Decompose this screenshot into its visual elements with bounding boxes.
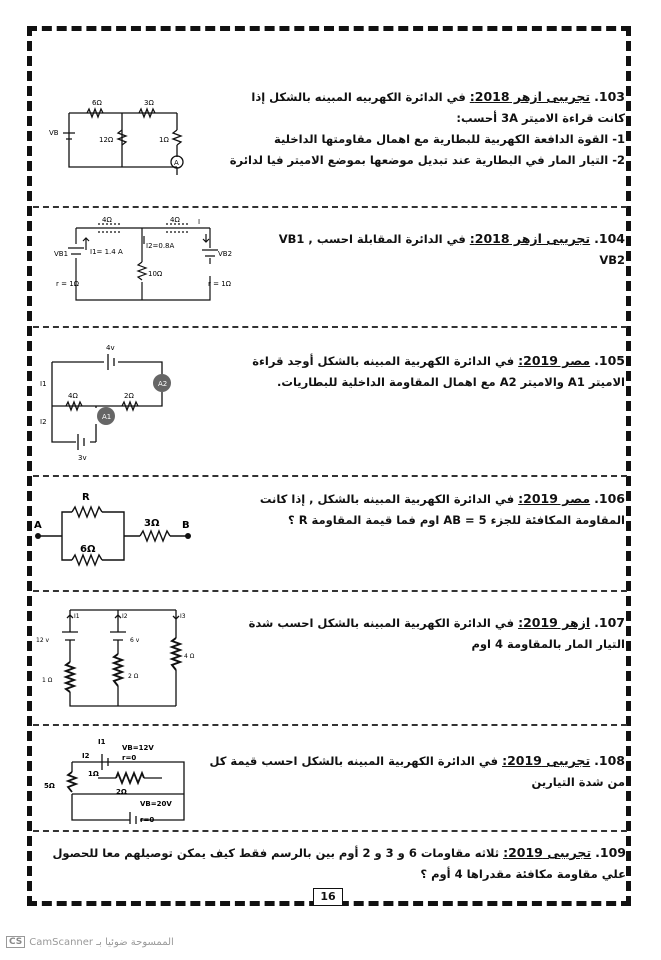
svg-text:r=0: r=0 [122, 754, 137, 762]
camscanner-logo: CS [6, 936, 25, 948]
svg-text:4v: 4v [106, 344, 115, 352]
svg-text:12 v: 12 v [36, 637, 50, 644]
camscanner-text: CamScanner الممسوحة ضوئيا بـ [29, 936, 174, 948]
svg-text:VB: VB [49, 129, 59, 137]
divider [33, 206, 627, 208]
svg-text:r=0: r=0 [140, 816, 155, 824]
scanner-watermark [6, 936, 174, 948]
svg-text:A: A [174, 159, 179, 167]
svg-text:2Ω: 2Ω [124, 392, 134, 400]
svg-text:I1= 1.4 A: I1= 1.4 A [90, 248, 123, 256]
svg-text:3Ω: 3Ω [144, 518, 160, 529]
circuit-108-figure [36, 732, 196, 824]
svg-text:6Ω: 6Ω [92, 99, 102, 107]
svg-text:I2: I2 [122, 613, 128, 620]
svg-text:1Ω: 1Ω [159, 136, 169, 144]
question-106: 106. مصر 2019: في الدائرة الكهربية المبينه بالشكل , إذا كانت المقاومة المكافئة للجزء AB = 5 اوم فما قيمة المقاومة R ؟ [259, 491, 625, 527]
svg-text:10Ω: 10Ω [148, 270, 163, 278]
svg-text:A2: A2 [158, 380, 168, 388]
question-103: 103. تجريبى ازهر 2018: في الدائرة الكهربيه المبينه بالشكل إذا كانت قراءة الاميتر 3A أحسب: 1- القوة الدافعة الكهربية للبطارية مع اهمال مقاومتها الداخلية 2- التيار المار في البطارية عند تبديل موضعها بموضع الاميتر فيا لدائرة [229, 89, 625, 167]
svg-text:1 Ω: 1 Ω [42, 677, 53, 684]
svg-text:I1: I1 [98, 738, 106, 746]
divider [33, 724, 627, 726]
svg-text:r = 1Ω: r = 1Ω [56, 280, 79, 288]
svg-text:5Ω: 5Ω [44, 782, 55, 790]
svg-text:6Ω: 6Ω [80, 544, 96, 555]
svg-text:3v: 3v [78, 454, 87, 462]
svg-text:I2: I2 [40, 418, 47, 426]
svg-text:VB1: VB1 [54, 250, 69, 258]
circuit-107-figure [36, 602, 198, 712]
divider [33, 830, 627, 832]
svg-text:I2: I2 [82, 752, 90, 760]
divider [33, 475, 627, 477]
page-number: 16 [313, 888, 343, 906]
svg-text:2Ω: 2Ω [116, 788, 127, 796]
circuit-105-figure [38, 338, 184, 462]
svg-text:VB=20V: VB=20V [140, 800, 172, 808]
question-108: 108. تجريبى 2019: في الدائرة الكهربية المبينه بالشكل احسب قيمة كل من شدة التيارين [209, 753, 625, 789]
question-107: 107. ازهر 2019: في الدائرة الكهربية المبينه بالشكل احسب شدة التيار المار بالمقاومة 4 اوم [248, 615, 625, 651]
circuit-103-figure [47, 95, 195, 185]
svg-text:r = 1Ω: r = 1Ω [208, 280, 231, 288]
question-109: 109. تجريبى 2019: ثلاثه مقاومات 6 و 3 و 2 أوم بين بالرسم فقط كيف يمكن توصيلهم معا للحصول علي مقاومة مكافئة مقدراها 4 أوم ؟ [52, 845, 626, 881]
svg-text:A: A [34, 520, 42, 531]
svg-text:VB2: VB2 [218, 250, 233, 258]
svg-text:6 v: 6 v [130, 637, 140, 644]
divider [33, 326, 627, 328]
circuit-106-figure [34, 488, 192, 568]
question-104: 104. تجريبى ازهر 2018: في الدائرة المقابلة احسب VB1 , VB2 [278, 231, 625, 267]
circuit-104-figure [38, 214, 250, 306]
svg-text:R: R [82, 492, 90, 503]
divider [33, 590, 627, 592]
svg-text:A1: A1 [102, 413, 112, 421]
svg-text:2 Ω: 2 Ω [128, 673, 139, 680]
svg-text:I1: I1 [40, 380, 47, 388]
svg-text:VB=12V: VB=12V [122, 744, 154, 752]
svg-text:B: B [182, 520, 190, 531]
svg-text:4Ω: 4Ω [102, 216, 112, 224]
question-105: 105. مصر 2019: في الدائرة الكهربية المبينه بالشكل أوجد قراءة الاميتر A1 والاميتر A2 مع اهمال المقاومة الداخلية للبطاريات. [252, 353, 625, 389]
svg-text:4Ω: 4Ω [68, 392, 78, 400]
svg-text:3Ω: 3Ω [144, 99, 154, 107]
svg-text:4Ω: 4Ω [170, 216, 180, 224]
svg-text:I: I [198, 218, 201, 226]
svg-text:1Ω: 1Ω [88, 770, 99, 778]
svg-text:4 Ω: 4 Ω [184, 653, 195, 660]
svg-text:I3: I3 [180, 613, 186, 620]
svg-text:I1: I1 [74, 613, 80, 620]
svg-text:I2=0.8A: I2=0.8A [146, 242, 175, 250]
svg-text:12Ω: 12Ω [99, 136, 114, 144]
